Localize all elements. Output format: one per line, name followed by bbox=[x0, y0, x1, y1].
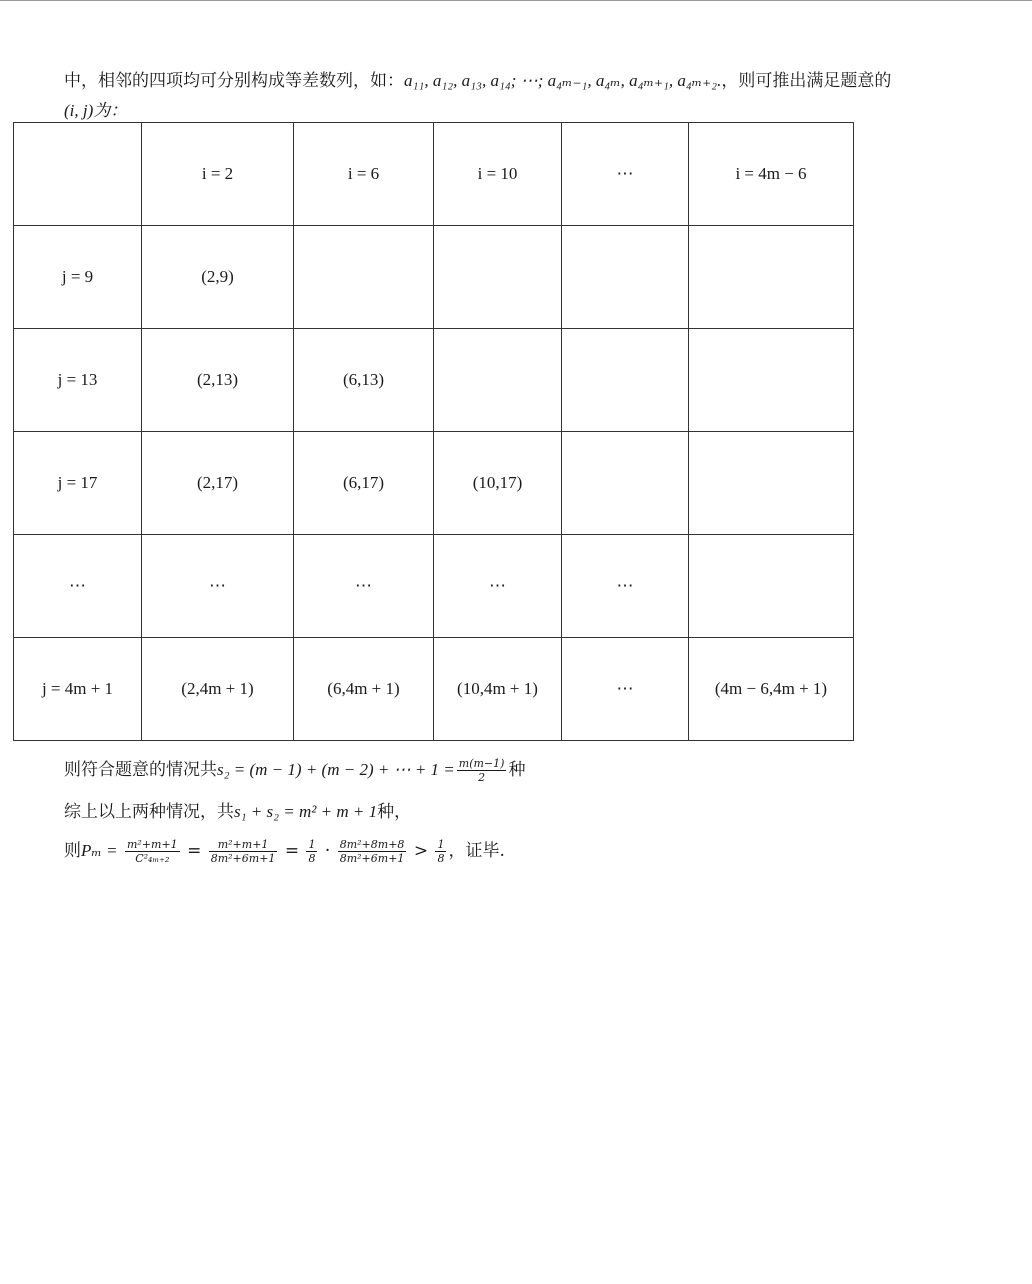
table-row-label: ⋯ bbox=[14, 535, 142, 638]
intro-pair-label: (i, j)为： bbox=[64, 101, 128, 120]
pair-table bbox=[13, 122, 854, 741]
table-header-row bbox=[14, 123, 854, 226]
table-cell: (4m − 6,4m + 1) bbox=[689, 638, 854, 741]
fraction-denominator: 8m²+6m+1 bbox=[339, 852, 405, 865]
fraction-denominator: 8m²+6m+1 bbox=[210, 852, 276, 865]
table-header-cell: i = 10 bbox=[434, 123, 562, 226]
table-cell bbox=[562, 432, 689, 535]
table-cell bbox=[689, 432, 854, 535]
table-cell: ⋯ bbox=[294, 535, 434, 638]
table-cell bbox=[294, 226, 434, 329]
table-cell: (2,17) bbox=[142, 432, 294, 535]
fraction-denominator: 8 bbox=[437, 852, 445, 865]
summary-prob-prefix: 则 bbox=[64, 841, 81, 861]
table-header-cell: i = 2 bbox=[142, 123, 294, 226]
summary-line-s2 bbox=[64, 757, 525, 784]
fraction-denominator: 2 bbox=[478, 771, 486, 784]
table-row bbox=[14, 329, 854, 432]
prob-fraction-4 bbox=[338, 838, 407, 865]
table-row bbox=[14, 226, 854, 329]
fraction-numerator: m(m−1) bbox=[458, 757, 505, 770]
table-cell: ⋯ bbox=[562, 638, 689, 741]
table-cell: (6,4m + 1) bbox=[294, 638, 434, 741]
table-cell bbox=[562, 226, 689, 329]
table-cell: ⋯ bbox=[142, 535, 294, 638]
table-cell bbox=[689, 329, 854, 432]
table-cell: (2,13) bbox=[142, 329, 294, 432]
multiply-dot: · bbox=[324, 841, 331, 861]
summary-s2-suffix: 种 bbox=[508, 760, 526, 780]
table-cell: (10,17) bbox=[434, 432, 562, 535]
intro-paragraph bbox=[64, 66, 1014, 125]
table-header-cell bbox=[14, 123, 142, 226]
table-header-cell: ⋯ bbox=[562, 123, 689, 226]
table-cell bbox=[434, 226, 562, 329]
table-row bbox=[14, 432, 854, 535]
summary-line-total bbox=[64, 799, 411, 825]
summary-s2-expr: s₂ = (m − 1) + (m − 2) + ⋯ + 1 = bbox=[217, 760, 455, 779]
fraction-numerator: 1 bbox=[437, 838, 445, 851]
table-cell: (6,13) bbox=[294, 329, 434, 432]
intro-text-prefix: 中，相邻的四项均可分别构成等差数列，如： bbox=[64, 71, 404, 91]
fraction-denominator: C²₄ₘ₊₂ bbox=[135, 852, 170, 865]
table-row bbox=[14, 638, 854, 741]
intro-text-suffix: ，则可推出满足题意的 bbox=[721, 71, 892, 91]
fraction-numerator: 1 bbox=[308, 838, 316, 851]
table-cell: (10,4m + 1) bbox=[434, 638, 562, 741]
fraction-denominator: 8 bbox=[308, 852, 316, 865]
table-row-label: j = 17 bbox=[14, 432, 142, 535]
prob-fraction-5 bbox=[435, 838, 446, 865]
summary-line-probability bbox=[64, 838, 505, 865]
equals-sign: = bbox=[187, 841, 202, 861]
table-cell bbox=[689, 226, 854, 329]
greater-than-sign: > bbox=[413, 841, 429, 861]
table-header-cell: i = 6 bbox=[294, 123, 434, 226]
summary-total-suffix: 种， bbox=[377, 802, 412, 822]
table-cell bbox=[434, 329, 562, 432]
table-row-label: j = 13 bbox=[14, 329, 142, 432]
summary-total-expr: s₁ + s₂ = m² + m + 1 bbox=[234, 802, 378, 821]
table-cell bbox=[562, 329, 689, 432]
summary-total-prefix: 综上以上两种情况，共 bbox=[64, 802, 234, 822]
table-cell: (2,4m + 1) bbox=[142, 638, 294, 741]
table-cell: (2,9) bbox=[142, 226, 294, 329]
summary-s2-fraction bbox=[457, 757, 507, 784]
fraction-numerator: m²+m+1 bbox=[126, 838, 178, 851]
summary-s2-prefix: 则符合题意的情况共 bbox=[64, 760, 217, 780]
table-header-cell: i = 4m − 6 bbox=[689, 123, 854, 226]
fraction-numerator: m²+m+1 bbox=[209, 838, 278, 852]
table-row-label: j = 4m + 1 bbox=[14, 638, 142, 741]
table-cell: ⋯ bbox=[562, 535, 689, 638]
prob-fraction-1 bbox=[125, 838, 180, 865]
intro-sequence: a₁₁, a₁₂, a₁₃, a₁₄; ⋯; a₄ₘ₋₁, a₄ₘ, a₄ₘ₊₁, a₄ₘ₊₂. bbox=[404, 71, 722, 90]
table-cell: ⋯ bbox=[434, 535, 562, 638]
summary-prob-suffix: ，证毕. bbox=[448, 841, 505, 861]
prob-fraction-3 bbox=[306, 838, 317, 865]
table-row bbox=[14, 535, 854, 638]
equals-sign: = bbox=[284, 841, 300, 861]
table-row-label: j = 9 bbox=[14, 226, 142, 329]
summary-prob-pm: Pₘ = bbox=[81, 841, 118, 860]
table-cell: (6,17) bbox=[294, 432, 434, 535]
table-cell bbox=[689, 535, 854, 638]
top-border-line bbox=[0, 0, 1032, 1]
fraction-numerator: 8m²+8m+8 bbox=[339, 838, 405, 851]
prob-fraction-2 bbox=[209, 838, 278, 865]
